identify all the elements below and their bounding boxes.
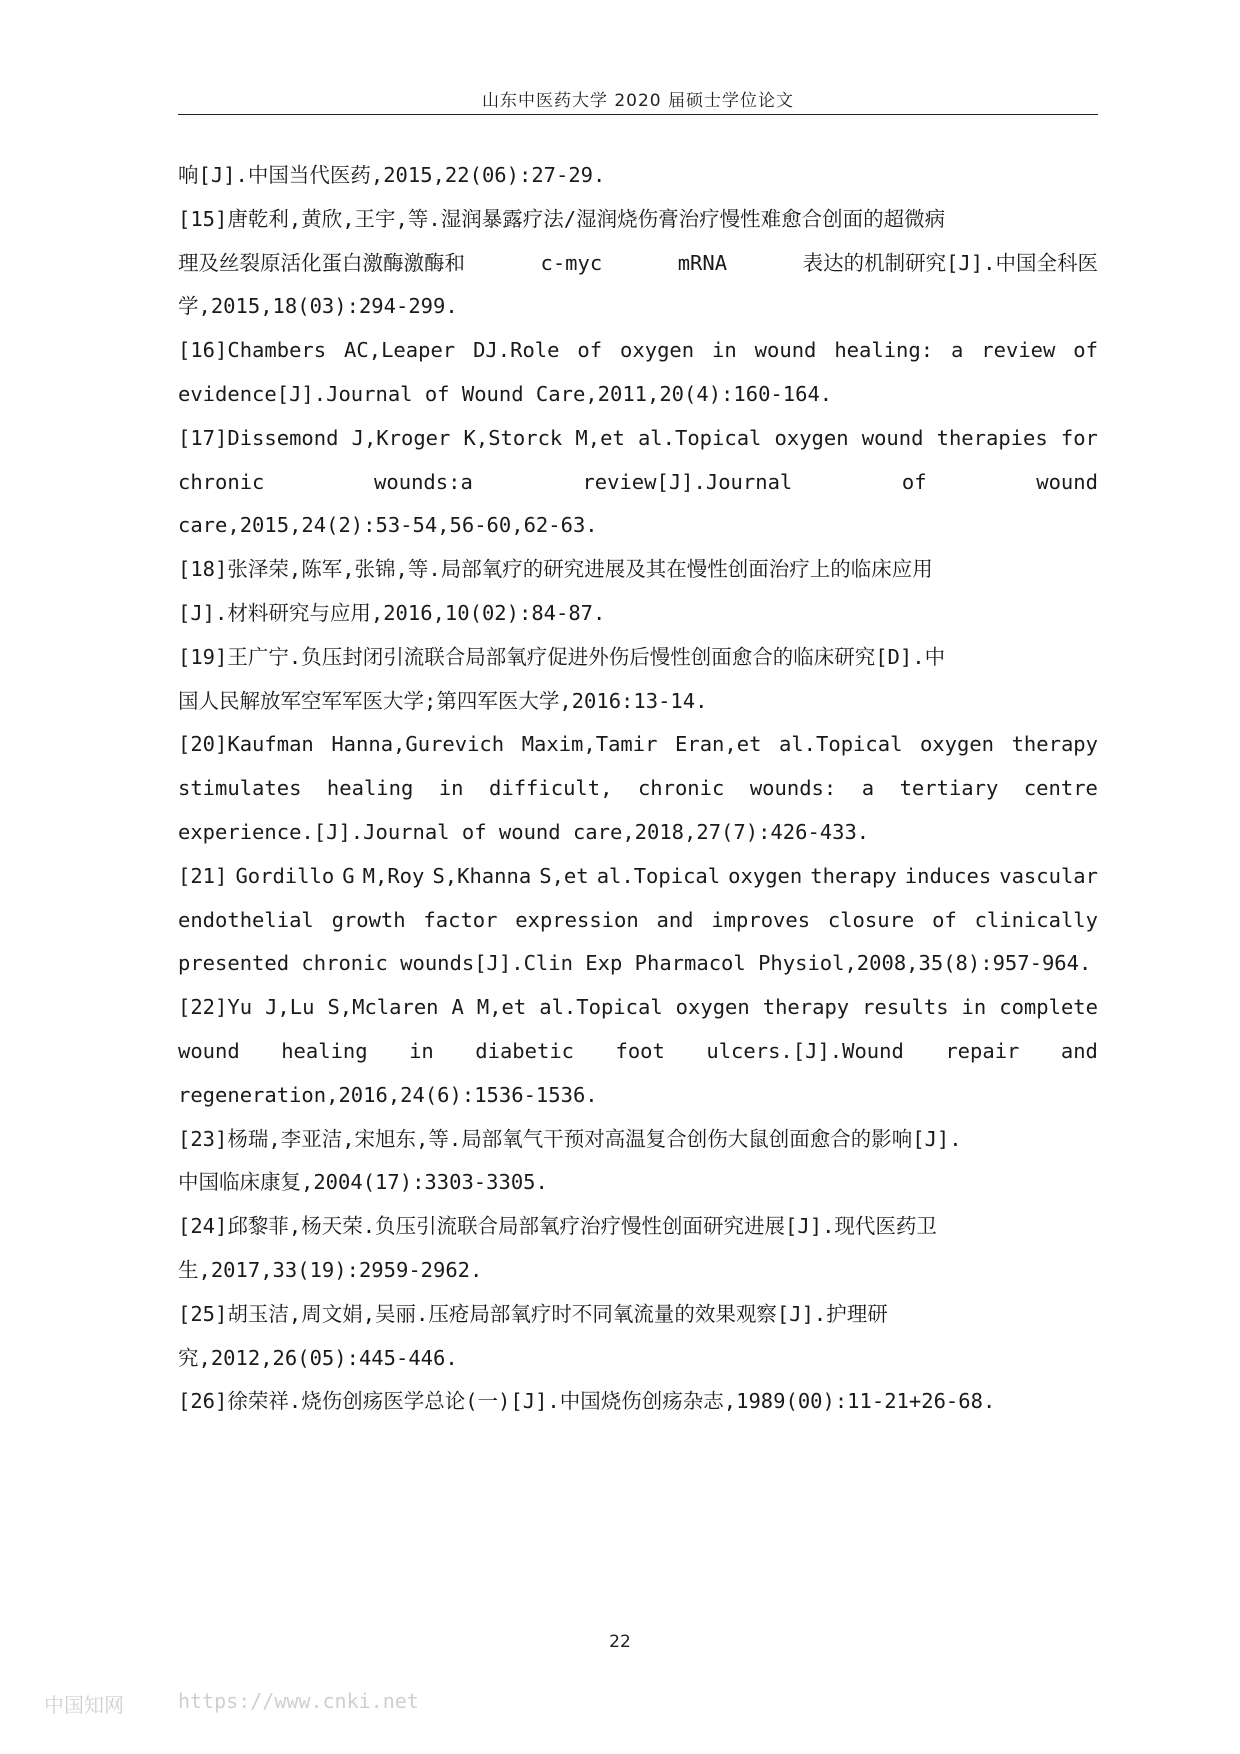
reference-word: oxygen xyxy=(728,864,803,888)
reference-word: in xyxy=(438,776,464,800)
reference-word: healing xyxy=(326,776,414,800)
reference-word: healing xyxy=(281,1039,368,1063)
watermark-url: https://www.cnki.net xyxy=(178,1689,419,1713)
page-number: 22 xyxy=(609,1632,631,1652)
reference-word: of xyxy=(901,470,927,494)
reference-line xyxy=(178,773,1098,803)
reference-word: wound xyxy=(178,1039,240,1063)
reference-line xyxy=(178,467,1098,497)
reference-word: growth xyxy=(331,908,406,932)
reference-word: [20]Kaufman xyxy=(178,732,314,756)
reference-word: Eran,et xyxy=(675,732,762,756)
reference-word: expression xyxy=(515,908,639,932)
reference-word: K,Storck xyxy=(463,426,563,450)
reference-word: wounds:a xyxy=(374,470,473,494)
reference-line: 响[J].中国当代医药,2015,22(06):27-29. xyxy=(178,163,606,187)
reference-word: DJ.Role xyxy=(473,338,560,362)
reference-line: [18]张泽荣,陈军,张锦,等.局部氧疗的研究进展及其在慢性创面治疗上的临床应用 xyxy=(178,557,933,581)
reference-word: factor xyxy=(423,908,498,932)
reference-word: S,et xyxy=(539,864,589,888)
reference-word: repair xyxy=(945,1039,1020,1063)
reference-word: al.Topical xyxy=(596,864,721,888)
reference-line: 生,2017,33(19):2959-2962. xyxy=(178,1258,483,1282)
reference-word: wound xyxy=(754,338,817,362)
reference-word: closure xyxy=(827,908,915,932)
reference-word: M,et xyxy=(575,426,625,450)
reference-word: and xyxy=(656,908,694,932)
reference-word: review xyxy=(981,338,1056,362)
reference-word: therapies xyxy=(936,426,1048,450)
running-header: 山东中医药大学 2020 届硕士学位论文 xyxy=(481,91,795,111)
reference-line: [15]唐乾利,黄欣,王宇,等.湿润暴露疗法/湿润烧伤膏治疗慢性难愈合创面的超微病 xyxy=(178,207,946,231)
reference-word: Hanna,Gurevich xyxy=(331,732,505,756)
reference-word: M,et xyxy=(476,995,527,1019)
reference-word: oxygen xyxy=(675,995,750,1019)
reference-word: al.Topical xyxy=(539,995,663,1019)
reference-word: G xyxy=(342,864,355,888)
reference-word: of xyxy=(1073,338,1098,362)
reference-word: centre xyxy=(1023,776,1098,800)
reference-word: clinically xyxy=(974,908,1098,932)
reference-word: A xyxy=(451,995,464,1019)
reference-word: mRNA xyxy=(677,251,728,275)
reference-word: and xyxy=(1060,1039,1098,1063)
reference-word: therapy xyxy=(810,864,897,888)
reference-word: chronic xyxy=(637,776,725,800)
reference-line xyxy=(178,992,1098,1022)
reference-word: foot xyxy=(615,1039,665,1063)
reference-word: AC,Leaper xyxy=(344,338,456,362)
reference-line xyxy=(178,423,1098,453)
reference-word: [16]Chambers xyxy=(178,338,327,362)
reference-word: therapy xyxy=(762,995,850,1019)
reference-word: induces xyxy=(904,864,992,888)
watermark-site-name: 中国知网 xyxy=(44,1693,124,1717)
reference-line: 究,2012,26(05):445-446. xyxy=(178,1346,458,1370)
reference-line: [25]胡玉洁,周文娟,吴丽.压疮局部氧疗时不同氧流量的效果观察[J].护理研 xyxy=(178,1302,888,1326)
reference-word: Maxim,Tamir xyxy=(521,732,658,756)
reference-word: [22]Yu xyxy=(178,995,253,1019)
reference-word: diabetic xyxy=(475,1039,575,1063)
reference-line: [26]徐荣祥.烧伤创疡医学总论(一)[J].中国烧伤创疡杂志,1989(00):11-21+26-68. xyxy=(178,1389,996,1413)
reference-word: ulcers.[J].Wound xyxy=(706,1039,904,1063)
header-rule xyxy=(178,114,1098,115)
reference-word: wound xyxy=(1036,470,1098,494)
reference-word: in xyxy=(961,995,987,1019)
reference-word: M,Roy xyxy=(362,864,425,888)
reference-word: 理及丝裂原活化蛋白激酶激酶和 xyxy=(178,251,465,275)
reference-word: Gordillo xyxy=(235,864,335,888)
reference-word: therapy xyxy=(1011,732,1098,756)
reference-line: evidence[J].Journal of Wound Care,2011,20(4):160-164. xyxy=(178,382,833,406)
reference-line xyxy=(178,1036,1098,1066)
reference-word: oxygen xyxy=(620,338,695,362)
reference-word: oxygen xyxy=(919,732,995,756)
reference-word: stimulates xyxy=(178,776,302,800)
reference-word: for xyxy=(1060,426,1098,450)
reference-word: chronic xyxy=(178,470,265,494)
reference-word: in xyxy=(712,338,737,362)
reference-word: al.Topical xyxy=(778,732,903,756)
reference-line: care,2015,24(2):53-54,56-60,62-63. xyxy=(178,513,598,537)
reference-word: wounds: xyxy=(749,776,837,800)
reference-word: a xyxy=(861,776,875,800)
reference-word: [21] xyxy=(178,864,228,888)
reference-word: results xyxy=(862,995,949,1019)
reference-word: vascular xyxy=(999,864,1098,888)
reference-word: S,Mclaren xyxy=(327,995,439,1019)
reference-line xyxy=(178,905,1098,935)
reference-word: of xyxy=(932,908,957,932)
reference-line: experience.[J].Journal of wound care,2018,27(7):426-433. xyxy=(178,820,870,844)
reference-word: tertiary xyxy=(899,776,999,800)
reference-word: review[J].Journal xyxy=(582,470,793,494)
reference-line: regeneration,2016,24(6):1536-1536. xyxy=(178,1083,598,1107)
reference-word: of xyxy=(577,338,603,362)
reference-line xyxy=(178,861,1098,891)
reference-word: J,Lu xyxy=(265,995,315,1019)
reference-word: healing: xyxy=(834,338,934,362)
reference-word: S,Khanna xyxy=(432,864,532,888)
reference-word: wound xyxy=(861,426,924,450)
reference-word: difficult, xyxy=(489,776,613,800)
reference-word: c-myc xyxy=(540,251,603,275)
reference-line xyxy=(178,729,1098,759)
reference-word: endothelial xyxy=(178,908,314,932)
reference-line: [J].材料研究与应用,2016,10(02):84-87. xyxy=(178,601,606,625)
reference-line: [23]杨瑞,李亚洁,宋旭东,等.局部氧气干预对高温复合创伤大鼠创面愈合的影响[J]. xyxy=(178,1127,962,1151)
reference-line: 国人民解放军空军军医大学;第四军医大学,2016:13-14. xyxy=(178,689,708,713)
reference-word: [17]Dissemond xyxy=(178,426,339,450)
reference-line: [19]王广宁.负压封闭引流联合局部氧疗促进外伤后慢性创面愈合的临床研究[D].中 xyxy=(178,645,946,669)
reference-word: a xyxy=(951,338,964,362)
reference-line: 学,2015,18(03):294-299. xyxy=(178,294,458,318)
reference-line: [24]邱黎菲,杨天荣.负压引流联合局部氧疗治疗慢性创面研究进展[J].现代医药卫 xyxy=(178,1214,937,1238)
reference-word: oxygen xyxy=(774,426,849,450)
reference-line: 中国临床康复,2004(17):3303-3305. xyxy=(178,1170,548,1194)
reference-word: in xyxy=(409,1039,434,1063)
reference-line xyxy=(178,335,1098,365)
reference-line xyxy=(178,248,1098,278)
reference-word: al.Topical xyxy=(637,426,762,450)
reference-word: complete xyxy=(999,995,1098,1019)
reference-word: 表达的机制研究[J].中国全科医 xyxy=(802,251,1098,275)
reference-word: improves xyxy=(711,908,811,932)
reference-word: J,Kroger xyxy=(351,426,451,450)
reference-line: presented chronic wounds[J].Clin Exp Pharmacol Physiol,2008,35(8):957-964. xyxy=(178,951,1092,975)
